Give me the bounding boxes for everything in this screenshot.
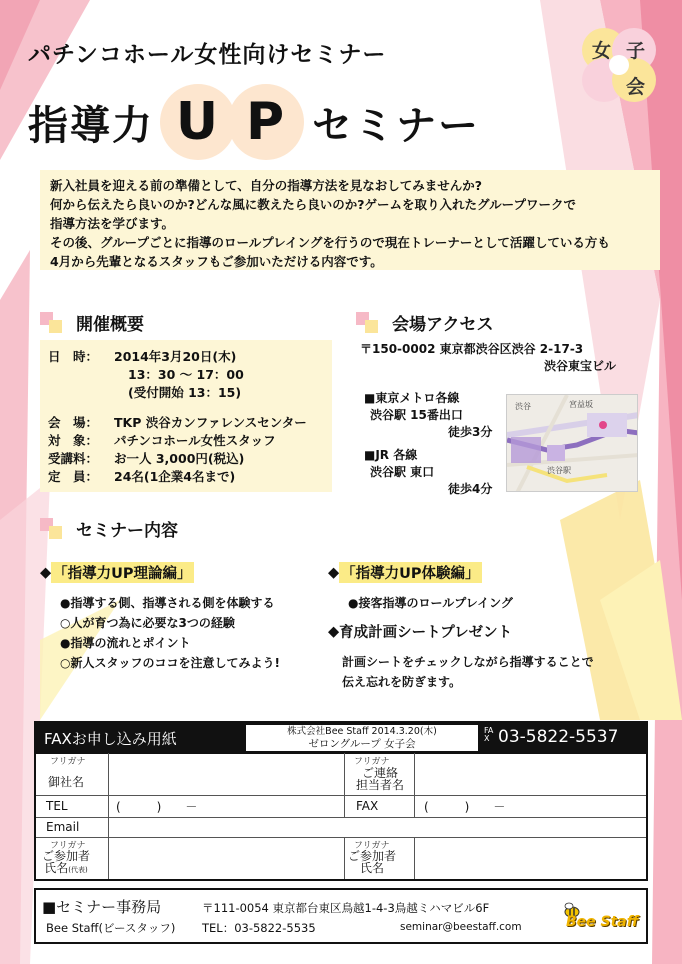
squares-icon — [40, 312, 64, 334]
intro-box — [40, 170, 660, 270]
metro-label: ■東京メトロ各線 — [364, 391, 460, 405]
diamond-icon: ◆ — [328, 564, 340, 581]
list-item: ●接客指導のロールプレイング — [348, 596, 513, 610]
list-item: ○人が育つ為に必要な3つの経験 — [60, 616, 235, 630]
fax-vertical-label: FAX — [484, 726, 494, 743]
bee-staff-logo — [558, 898, 642, 938]
practice-title-text: 「指導力UP体験編」 — [339, 562, 481, 583]
map-label: 渋谷 — [515, 402, 531, 411]
tel-label: TEL — [46, 799, 68, 813]
furigana-label: フリガナ — [354, 841, 390, 851]
intro-line: その後、グループごとに指導のロールプレイングを行うので現在トレーナーとして活躍している方も — [50, 235, 610, 250]
contact-person-label-2: 担当者名 — [356, 778, 405, 792]
fax-application-form — [34, 721, 648, 881]
participant-label-right — [348, 850, 396, 874]
jr-exit: 渋谷駅 東口 — [370, 465, 435, 479]
seminar-title — [28, 84, 480, 160]
overview-heading — [40, 310, 144, 335]
fax-header — [36, 723, 646, 753]
capacity-value: 24名(1企業4名まで) — [114, 469, 236, 484]
list-item: ○新人スタッフのココを注意してみよう! — [60, 656, 280, 670]
fax-field[interactable]: ( ) － — [424, 800, 506, 814]
furigana-label: フリガナ — [354, 757, 390, 767]
title-up-u: U — [160, 84, 236, 160]
participant-label-text: ご参加者 — [348, 849, 397, 863]
fax-company-line: 株式会社Bee Staff 2014.3.20(木) — [287, 726, 437, 737]
map-label: 渋谷駅 — [547, 466, 571, 475]
contact-person-label — [356, 767, 404, 791]
title-up — [160, 84, 296, 160]
company-name-label: 御社名 — [48, 775, 85, 789]
logo-text: Bee Staff — [566, 914, 639, 930]
intro-line: 新入社員を迎える前の準備として、自分の指導方法を見なおしてみませんか? — [50, 178, 483, 193]
venue-value: TKP 渋谷カンファレンスセンター — [114, 415, 307, 430]
time-value: 13：30 ～ 17：00 — [128, 367, 244, 382]
intro-line: 何から伝えたら良いのか?どんな風に教えたら良いのか?ゲームを取り入れたグループワークで — [50, 197, 577, 212]
furigana-label: フリガナ — [50, 841, 86, 851]
participant-name-field-1[interactable] — [110, 851, 342, 877]
plan-title — [328, 621, 628, 642]
target-value: パチンコホール女性スタッフ — [114, 433, 276, 448]
access-heading — [356, 310, 494, 335]
plan-title-text: 育成計画シートプレゼント — [339, 625, 513, 641]
office-company: Bee Staff(ビースタッフ) — [46, 921, 176, 935]
fee-label: 受講料： — [48, 451, 99, 466]
title-up-p: P — [228, 84, 304, 160]
office-email[interactable]: seminar@beestaff.com — [400, 921, 522, 933]
capacity-label: 定 員： — [48, 469, 99, 484]
overview-panel — [40, 340, 332, 492]
title-suffix: セミナー — [312, 102, 480, 149]
intro-line: 4月から先輩となるスタッフもご参加いただける内容です。 — [50, 254, 383, 269]
tel-field[interactable]: ( ) － — [116, 800, 198, 814]
access-heading-text: 会場アクセス — [392, 315, 494, 335]
joshikai-badge — [576, 22, 662, 108]
office-heading: ■セミナー事務局 — [42, 898, 162, 916]
intro-line: 指導方法を学びます。 — [50, 216, 175, 231]
access-map — [506, 394, 638, 492]
fee-value: お一人 3,000円(税込) — [114, 451, 245, 466]
flower-icon — [576, 22, 662, 108]
diamond-icon: ◆ — [40, 564, 52, 581]
fax-organizer-box — [246, 725, 478, 751]
seminar-office-box — [34, 888, 648, 944]
target-label: 対 象： — [48, 433, 99, 448]
squares-icon — [40, 518, 64, 540]
participant-label-text: ご参加者 — [42, 849, 91, 863]
metro-walk: 徒歩3分 — [448, 425, 493, 439]
date-value: 2014年3月20日(木) — [114, 349, 237, 364]
representative-note: (代表) — [68, 866, 88, 874]
fax-form-title: FAXお申し込み用紙 — [44, 730, 177, 748]
badge-char-3: 会 — [626, 76, 646, 98]
email-label: Email — [46, 820, 80, 834]
overview-heading-text: 開催概要 — [76, 315, 144, 335]
diamond-icon: ◆ — [328, 623, 340, 640]
content-heading — [40, 516, 178, 541]
company-name-field[interactable] — [110, 765, 342, 793]
content-heading-text: セミナー内容 — [76, 521, 178, 541]
squares-icon — [356, 312, 380, 334]
participant-name-text: 氏名 — [360, 861, 385, 875]
metro-exit: 渋谷駅 15番出口 — [370, 408, 463, 422]
seminar-subtitle: パチンコホール女性向けセミナー — [28, 42, 387, 68]
fax-group-line: ゼロングループ 女子会 — [308, 738, 416, 750]
jr-walk: 徒歩4分 — [448, 482, 493, 496]
practice-title — [328, 562, 628, 583]
reception-time: (受付開始 13：15) — [128, 385, 242, 400]
title-prefix: 指導力 — [28, 102, 154, 149]
office-tel: TEL：03-5822-5535 — [202, 921, 316, 935]
email-field[interactable] — [110, 819, 644, 836]
plan-line: 計画シートをチェックしながら指導することで — [342, 655, 594, 669]
venue-label: 会 場： — [48, 415, 99, 430]
venue-address: 〒150-0002 東京都渋谷区渋谷 2-17-3 — [360, 342, 584, 356]
contact-person-field[interactable] — [416, 765, 644, 793]
participant-label-left — [42, 850, 90, 876]
plan-line: 伝え忘れを防ぎます。 — [342, 675, 462, 689]
list-item: ●指導する側、指導される側を体験する — [60, 596, 275, 610]
list-item: ●指導の流れとポイント — [60, 636, 191, 650]
contact-person-label-1: ご連絡 — [362, 766, 399, 780]
venue-building: 渋谷東宝ビル — [543, 359, 616, 373]
practice-section — [328, 562, 628, 692]
theory-title — [40, 562, 340, 583]
badge-char-1: 女 — [592, 40, 612, 62]
furigana-label: フリガナ — [50, 757, 86, 767]
theory-section — [40, 562, 340, 673]
theory-title-text: 「指導力UP理論編」 — [51, 562, 193, 583]
office-address: 〒111-0054 東京都台東区鳥越1-4-3鳥越ミハマビル6F — [202, 901, 490, 915]
date-label: 日 時： — [48, 349, 99, 364]
participant-name-field-2[interactable] — [416, 851, 644, 877]
map-label: 宮益坂 — [569, 400, 593, 409]
badge-char-2: 子 — [626, 40, 646, 62]
jr-label: ■JR 各線 — [364, 448, 418, 462]
participant-name-text: 氏名 — [44, 861, 69, 875]
fax-number: 03-5822-5537 — [498, 727, 619, 747]
fax-label: FAX — [356, 799, 379, 813]
